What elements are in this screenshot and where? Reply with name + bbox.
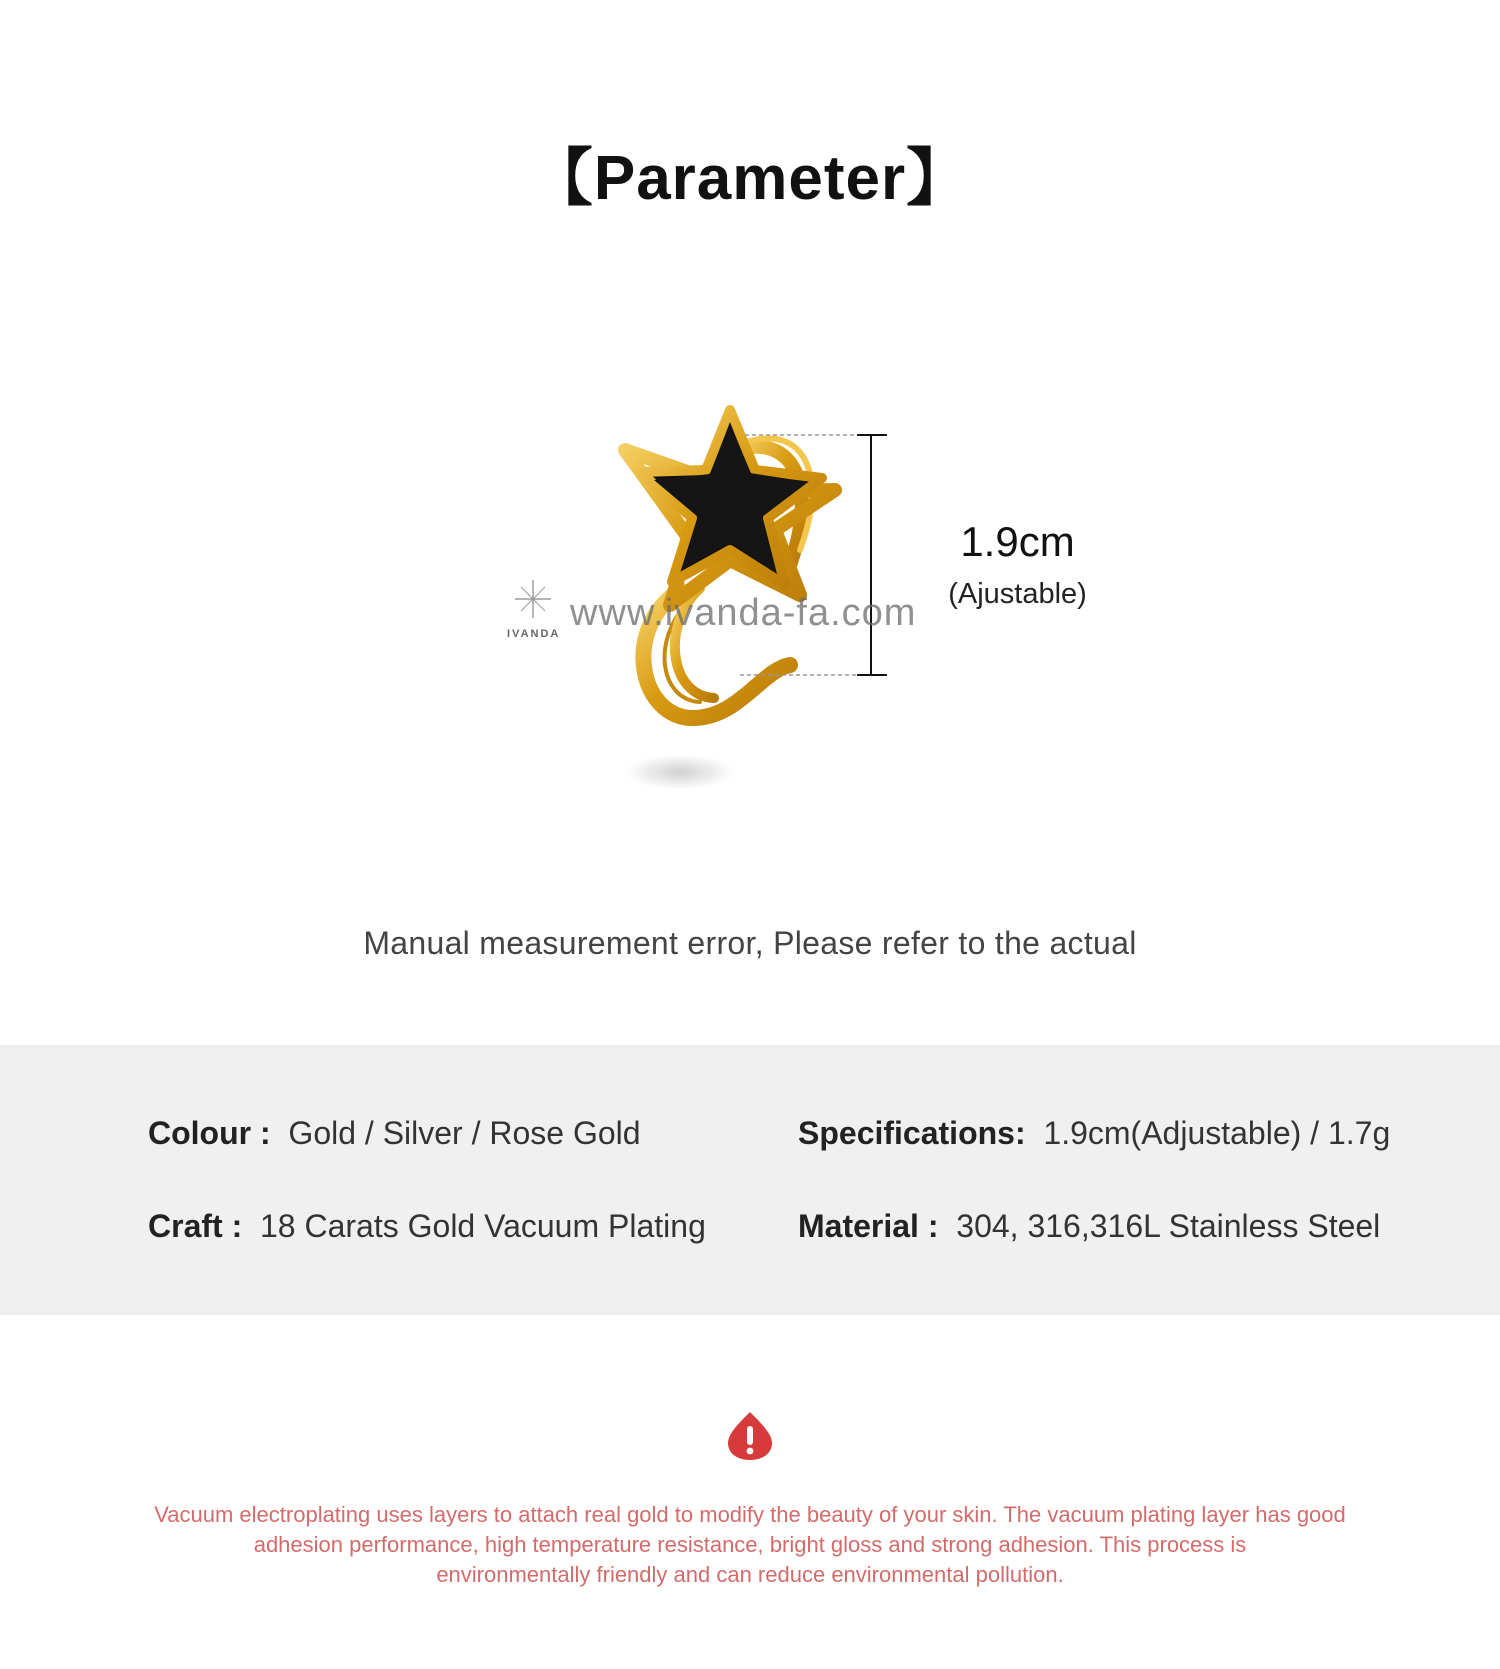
spec-band bbox=[0, 1045, 1500, 1315]
notice-line-2: adhesion performance, high temperature resistance, bright gloss and strong adhesion. This process is bbox=[253, 1532, 1247, 1557]
warning-exclamation-icon bbox=[726, 1410, 774, 1462]
notice-line-1: Vacuum electroplating uses layers to attach real gold to modify the beauty of your skin. The vacuum plating layer has good bbox=[154, 1502, 1346, 1527]
page-title: 【Parameter】 bbox=[530, 144, 970, 213]
spec-specifications-value: 1.9cm(Adjustable) / 1.7g bbox=[1043, 1115, 1391, 1151]
spec-colour-value: Gold / Silver / Rose Gold bbox=[288, 1115, 641, 1151]
spec-colour-label: Colour : bbox=[148, 1115, 271, 1151]
spec-craft-value: 18 Carats Gold Vacuum Plating bbox=[260, 1208, 706, 1244]
spec-craft bbox=[148, 1208, 706, 1245]
measurement-disclaimer: Manual measurement error, Please refer to the actual bbox=[363, 925, 1137, 961]
spec-specifications-label: Specifications: bbox=[798, 1115, 1026, 1151]
spec-material-label: Material : bbox=[798, 1208, 939, 1244]
sparkle-logo-icon bbox=[515, 580, 551, 620]
spec-craft-label: Craft : bbox=[148, 1208, 243, 1244]
watermark-url: www.ivanda-fa.com bbox=[570, 592, 917, 634]
watermark-brand: IVANDA bbox=[507, 628, 561, 640]
notice-line-3: environmentally friendly and can reduce environmental pollution. bbox=[436, 1562, 1064, 1587]
spec-material bbox=[798, 1208, 1380, 1245]
plating-notice bbox=[150, 1500, 1350, 1590]
spec-colour bbox=[148, 1115, 641, 1152]
measurement-note: (Ajustable) bbox=[948, 578, 1087, 610]
measurement-value: 1.9cm bbox=[960, 518, 1075, 565]
spec-specifications bbox=[798, 1115, 1390, 1152]
watermark bbox=[505, 580, 965, 660]
spec-material-value: 304, 316,316L Stainless Steel bbox=[956, 1208, 1381, 1244]
